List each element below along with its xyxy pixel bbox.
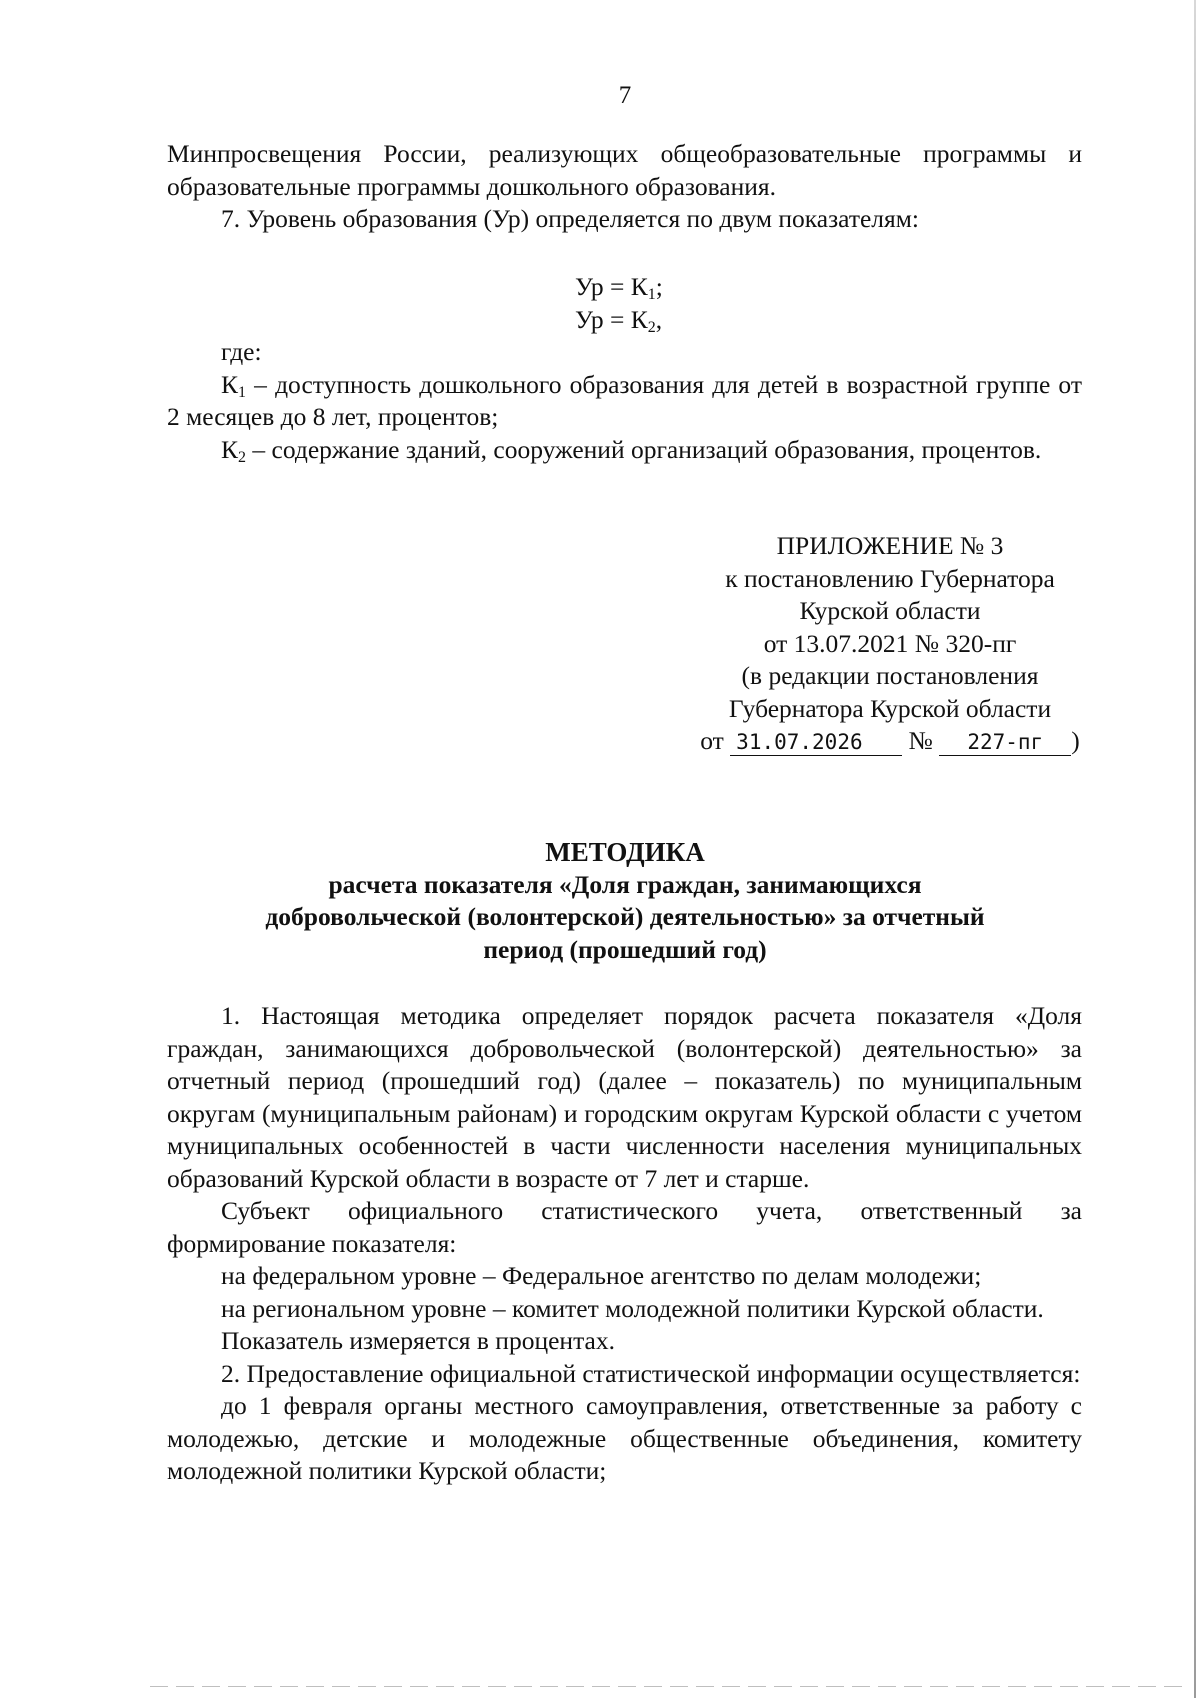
item-7: 7. Уровень образования (Ур) определяется по двум показателям: xyxy=(221,204,919,233)
appendix-header xyxy=(660,530,1120,758)
method-subtitle-2: добровольческой (волонтерской) деятельностью» за отчетный xyxy=(265,902,985,931)
formula-line-1: Ур = $К_1$; xyxy=(575,272,663,303)
method-subtitle-3: период (прошедший год) xyxy=(483,934,767,964)
method-title-block xyxy=(180,836,1070,966)
formula-block xyxy=(575,271,663,336)
method-subtitle-1: расчета показателя «Доля граждан, занимающихся xyxy=(328,869,922,899)
k2-definition: $К_2$ – содержание зданий, сооружений организаций образования, процентов. xyxy=(221,434,1042,466)
revision-date-field: 31.07.2026 xyxy=(730,729,902,756)
intro-continuation: Минпросвещения России, реализующих общеобразовательные программы и образовательные программы дошкольного образования. xyxy=(167,139,1082,201)
paragraph-6: 2. Предоставление официальной статистической информации осуществляется: xyxy=(221,1358,1081,1388)
appendix-line-2: к постановлению Губернатора xyxy=(725,563,1055,593)
method-title: МЕТОДИКА xyxy=(545,837,705,867)
paragraph-1: 1. Настоящая методика определяет порядок расчета показателя «Доля граждан, занимающихся добровольческой (волонтерской) деятельностью» за отчетный период (прошедший год) (далее – показатель) по муниципальным округам (муниципальным районам) и городским округам Курской области с учетом муниципальных особенностей в части численности населения муниципальных образований Курской области в возрасте от 7 лет и старше. xyxy=(167,1001,1082,1193)
intro-block xyxy=(167,138,1082,236)
formula-line-2: Ур = $К_2$, xyxy=(575,304,663,336)
paragraph-2: Субъект официального статистического учета, ответственный за формирование показателя: xyxy=(167,1196,1082,1258)
paragraph-3: на федеральном уровне – Федеральное агентство по делам молодежи; xyxy=(221,1261,982,1290)
appendix-title: ПРИЛОЖЕНИЕ № 3 xyxy=(776,531,1004,560)
appendix-line-4: от 13.07.2021 № 320-пг xyxy=(763,628,1017,658)
k1-definition: $К_1$ – доступность дошкольного образования для детей в возрастной группе от 2 месяцев до 8 лет, процентов; xyxy=(167,369,1082,431)
appendix-line-3: Курской области xyxy=(799,596,981,625)
method-body xyxy=(167,1000,1082,1488)
scan-edge-shadow xyxy=(1194,0,1196,1698)
paragraph-7: до 1 февраля органы местного самоуправления, ответственные за работу с молодежью, детские и молодежные общественные объединения, комитету молодежной политики Курской области; xyxy=(167,1391,1082,1485)
paragraph-5: Показатель измеряется в процентах. xyxy=(221,1326,615,1355)
appendix-line-7: от 31.07.2026 № 227-пг ) xyxy=(700,726,1080,755)
page-number: 7 xyxy=(618,82,632,109)
where-block xyxy=(167,336,1082,466)
revision-number-field: 227-пг xyxy=(939,729,1071,756)
appendix-line-5: (в редакции постановления xyxy=(741,661,1039,690)
paragraph-4: на региональном уровне – комитет молодежной политики Курской области. xyxy=(221,1293,1044,1323)
where-label: где: xyxy=(221,337,262,366)
scan-bottom-artifact xyxy=(150,1686,1190,1687)
appendix-line-6: Губернатора Курской области xyxy=(728,693,1052,723)
